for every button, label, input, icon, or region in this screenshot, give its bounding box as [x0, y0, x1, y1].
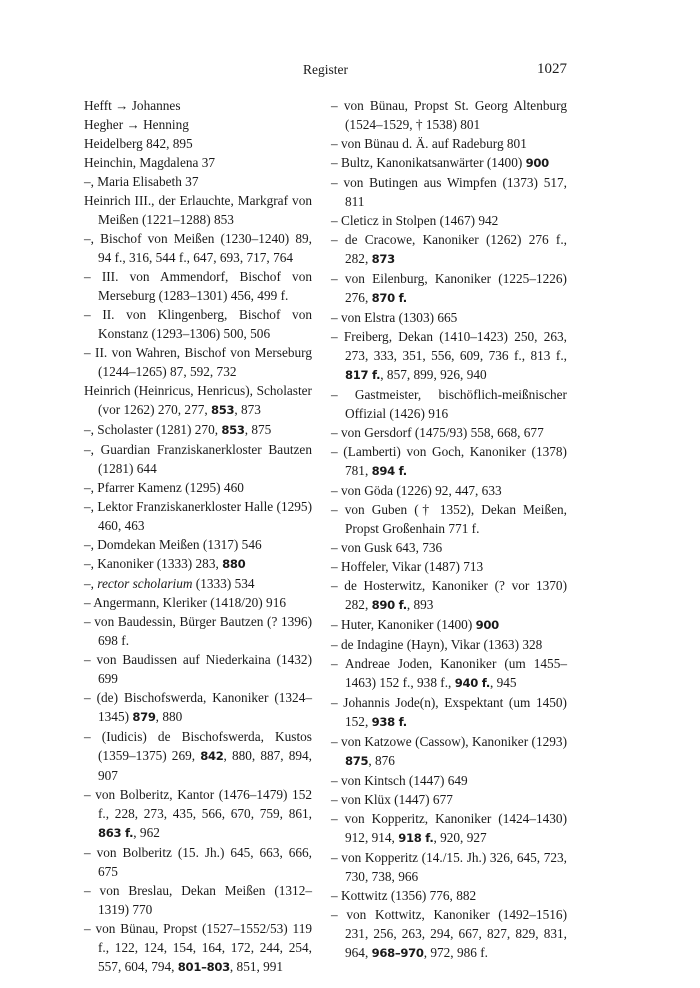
entry-text: – von Kintsch (1447) 649 — [331, 773, 468, 788]
main-reference: 894 f. — [371, 464, 407, 478]
index-entry — [84, 881, 312, 919]
entry-text: , 875 — [244, 422, 272, 437]
entry-text: – Johannis Jode(n), Exspektant (um 1450) 152, — [331, 695, 567, 729]
page-header — [84, 62, 567, 82]
entry-text: – Cleticz in Stolpen (1467) 942 — [331, 213, 499, 228]
entry-text: – von Göda (1226) 92, 447, 633 — [331, 483, 502, 498]
main-reference: 879 — [132, 710, 156, 724]
index-entry — [331, 153, 567, 173]
main-reference: 900 — [525, 156, 549, 170]
entry-text: –, Bischof von Meißen (1230–1240) 89, 94 f., 316, 544 f., 647, 693, 717, 764 — [84, 231, 312, 265]
index-entry — [84, 785, 312, 843]
index-entry — [331, 173, 567, 211]
entry-text: Heidelberg 842, 895 — [84, 136, 193, 151]
entry-text: , 880, 887, 894, 907 — [98, 748, 312, 783]
entry-text: – de Cracowe, Kanoniker (1262) 276 f., 282, — [331, 232, 567, 266]
index-entry — [84, 96, 312, 115]
entry-text: –, Lektor Franziskanerkloster Halle (1295) 460, 463 — [84, 499, 312, 533]
entry-text: –, Scholaster (1281) 270, — [84, 422, 222, 437]
index-entry — [331, 615, 567, 635]
entry-text: – von Guben († 1352), Dekan Meißen, Propst Großenhain 771 f. — [331, 502, 567, 536]
index-entry — [84, 305, 312, 343]
entry-text: , 876 — [368, 753, 395, 768]
index-entry — [84, 153, 312, 172]
entry-text: – Gastmeister, bischöflich-meißnischer Offizial (1426) 916 — [331, 387, 567, 421]
index-entry — [331, 442, 567, 481]
entry-text: Heinrich (Heinricus, Henricus), Scholaster (vor 1262) 270, 277, — [84, 383, 312, 417]
index-entry — [84, 381, 312, 420]
index-entry — [331, 500, 567, 538]
main-reference: 853 — [221, 423, 245, 437]
entry-text: – III. von Ammendorf, Bischof von Merseburg (1283–1301) 456, 499 f. — [84, 269, 312, 303]
entry-text: , 962 — [133, 825, 160, 840]
entry-text: – von Eilenburg, Kanoniker (1225–1226) 276, — [331, 271, 567, 305]
index-entry — [84, 440, 312, 478]
entry-text: –, Pfarrer Kamenz (1295) 460 — [84, 480, 244, 495]
index-entry — [84, 574, 312, 593]
entry-text: Heinrich III., der Erlauchte, Markgraf von Meißen (1221–1288) 853 — [84, 193, 312, 227]
entry-text: – von Katzowe (Cassow), Kanoniker (1293) — [331, 734, 567, 749]
index-entry — [84, 229, 312, 267]
entry-text: –, Domdekan Meißen (1317) 546 — [84, 537, 262, 552]
entry-text: – von Butingen aus Wimpfen (1373) 517, 811 — [331, 175, 567, 209]
entry-text: – von Bolberitz, Kantor (1476–1479) 152 f., 228, 273, 435, 566, 670, 759, 861, — [84, 787, 312, 821]
entry-text: – II. von Klingenberg, Bischof von Konstanz (1293–1306) 500, 506 — [84, 307, 312, 341]
main-reference: 880 — [222, 557, 246, 571]
entry-text: – Andreae Joden, Kanoniker (um 1455–1463) 152 f., 938 f., — [331, 656, 567, 690]
index-entry — [84, 727, 312, 785]
index-entry — [331, 771, 567, 790]
main-reference: 938 f. — [371, 715, 407, 729]
entry-text: Heinchin, Magdalena 37 — [84, 155, 216, 170]
entry-text: – Hoffeler, Vikar (1487) 713 — [331, 559, 484, 574]
index-entry — [331, 308, 567, 327]
main-reference: 900 — [475, 618, 499, 632]
entry-text: – von Klüx (1447) 677 — [331, 792, 453, 807]
entry-text: (1333) 534 — [192, 576, 255, 591]
index-entry — [84, 115, 312, 134]
index-entry — [84, 134, 312, 153]
index-entry — [331, 693, 567, 732]
entry-text: – von Bünau, Propst St. Georg Altenburg (1524–1529, † 1538) 801 — [331, 98, 567, 132]
index-entry — [84, 919, 312, 977]
index-entry — [331, 635, 567, 654]
entry-text: – von Bünau, Propst (1527–1552/53) 119 f., 122, 124, 154, 164, 172, 244, 254, 557, 604, 794, — [84, 921, 312, 974]
main-reference: 801–803 — [177, 960, 230, 974]
index-entry — [84, 535, 312, 554]
index-entry — [331, 230, 567, 269]
entry-text: – (de) Bischofswerda, Kanoniker (1324–1345) — [84, 690, 312, 724]
entry-text: – von Kottwitz, Kanoniker (1492–1516) 231, 256, 263, 294, 667, 827, 829, 831, 964, — [331, 907, 567, 960]
entry-text: , 893 — [406, 597, 434, 612]
entry-text: – de Indagine (Hayn), Vikar (1363) 328 — [331, 637, 543, 652]
entry-text: – Bultz, Kanonikatsanwärter (1400) — [331, 155, 526, 170]
index-entry — [331, 654, 567, 693]
entry-text: – Angermann, Kleriker (1418/20) 916 — [84, 595, 286, 610]
index-entry — [84, 343, 312, 381]
index-entry — [331, 327, 567, 385]
entry-text: – von Elstra (1303) 665 — [331, 310, 458, 325]
main-reference: 890 f. — [371, 598, 407, 612]
index-column-right — [331, 96, 567, 963]
entry-text: –, Kanoniker (1333) 283, — [84, 556, 223, 571]
main-reference: 940 f. — [454, 676, 490, 690]
entry-text: – von Gersdorf (1475/93) 558, 668, 677 — [331, 425, 544, 440]
index-entry — [331, 481, 567, 500]
index-entry — [84, 267, 312, 305]
entry-text: , 851, 991 — [229, 959, 284, 974]
index-entry — [84, 420, 312, 440]
index-entry — [331, 423, 567, 442]
main-reference: 873 — [371, 252, 395, 266]
index-entry — [331, 905, 567, 963]
index-entry — [331, 557, 567, 576]
index-entry — [331, 96, 567, 134]
index-entry — [331, 809, 567, 848]
index-entry — [84, 843, 312, 881]
entry-text: –, — [84, 576, 98, 591]
entry-text: Hefft → Johannes — [84, 98, 181, 113]
entry-text: , 857, 899, 926, 940 — [380, 367, 487, 382]
index-entry — [331, 269, 567, 308]
index-entry — [84, 172, 312, 191]
index-entry — [84, 191, 312, 229]
index-entry — [84, 554, 312, 574]
entry-text: – Kottwitz (1356) 776, 882 — [331, 888, 477, 903]
index-entry — [331, 211, 567, 230]
index-entry — [331, 886, 567, 905]
entry-text: – Freiberg, Dekan (1410–1423) 250, 263, 273, 333, 351, 556, 609, 736 f., 813 f., — [331, 329, 567, 363]
entry-text: – von Baudessin, Bürger Bautzen (? 1396) 698 f. — [84, 614, 312, 648]
entry-text: – (Iudicis) de Bischofswerda, Kustos (1359–1375) 269, — [84, 729, 312, 763]
entry-text: – Huter, Kanoniker (1400) — [331, 617, 476, 632]
index-entry — [331, 134, 567, 153]
entry-text: – von Breslau, Dekan Meißen (1312–1319) 770 — [84, 883, 312, 917]
entry-text: – von Bolberitz (15. Jh.) 645, 663, 666, 675 — [84, 845, 312, 879]
entry-text: – von Bünau d. Ä. auf Radeburg 801 — [331, 136, 527, 151]
index-entry — [331, 790, 567, 809]
index-entry — [84, 497, 312, 535]
main-reference: 918 f. — [398, 831, 434, 845]
entry-text: –, Maria Elisabeth 37 — [84, 174, 199, 189]
index-entry — [331, 538, 567, 557]
entry-text: – de Hosterwitz, Kanoniker (? vor 1370) 282, — [331, 578, 567, 612]
entry-text: –, Guardian Franziskanerkloster Bautzen (1281) 644 — [84, 442, 312, 476]
index-entry — [331, 576, 567, 615]
index-column-left — [84, 96, 312, 977]
entry-text: , 880 — [155, 709, 183, 724]
main-reference: 968–970 — [371, 946, 424, 960]
entry-text: Hegher → Henning — [84, 117, 189, 132]
main-reference: 817 f. — [345, 368, 381, 382]
main-reference: 842 — [200, 749, 224, 763]
main-reference: 853 — [211, 403, 235, 417]
entry-text: – (Lamberti) von Goch, Kanoniker (1378) 781, — [331, 444, 567, 478]
entry-text: , 972, 986 f. — [423, 945, 488, 960]
index-entry — [331, 732, 567, 771]
entry-text: – von Kopperitz (14./15. Jh.) 326, 645, 723, 730, 738, 966 — [331, 850, 567, 884]
index-entry — [84, 612, 312, 650]
main-reference: 863 f. — [98, 826, 134, 840]
entry-text: – von Kopperitz, Kanoniker (1424–1430) 912, 914, — [331, 811, 567, 845]
entry-text: – II. von Wahren, Bischof von Merseburg (1244–1265) 87, 592, 732 — [84, 345, 312, 379]
index-entry — [331, 848, 567, 886]
entry-text: – von Gusk 643, 736 — [331, 540, 443, 555]
main-reference: 875 — [345, 754, 369, 768]
italic-term: rector scholarium — [97, 576, 193, 591]
entry-text: , 920, 927 — [433, 830, 487, 845]
index-entry — [84, 650, 312, 688]
index-entry — [331, 385, 567, 423]
entry-text: , 945 — [489, 675, 517, 690]
main-reference: 870 f. — [371, 291, 407, 305]
entry-text: – von Baudissen auf Niederkaina (1432) 699 — [84, 652, 312, 686]
page-number: 1027 — [537, 61, 567, 77]
running-head: Register — [303, 62, 348, 77]
index-entry — [84, 593, 312, 612]
index-entry — [84, 478, 312, 497]
entry-text: , 873 — [234, 402, 261, 417]
index-entry — [84, 688, 312, 727]
